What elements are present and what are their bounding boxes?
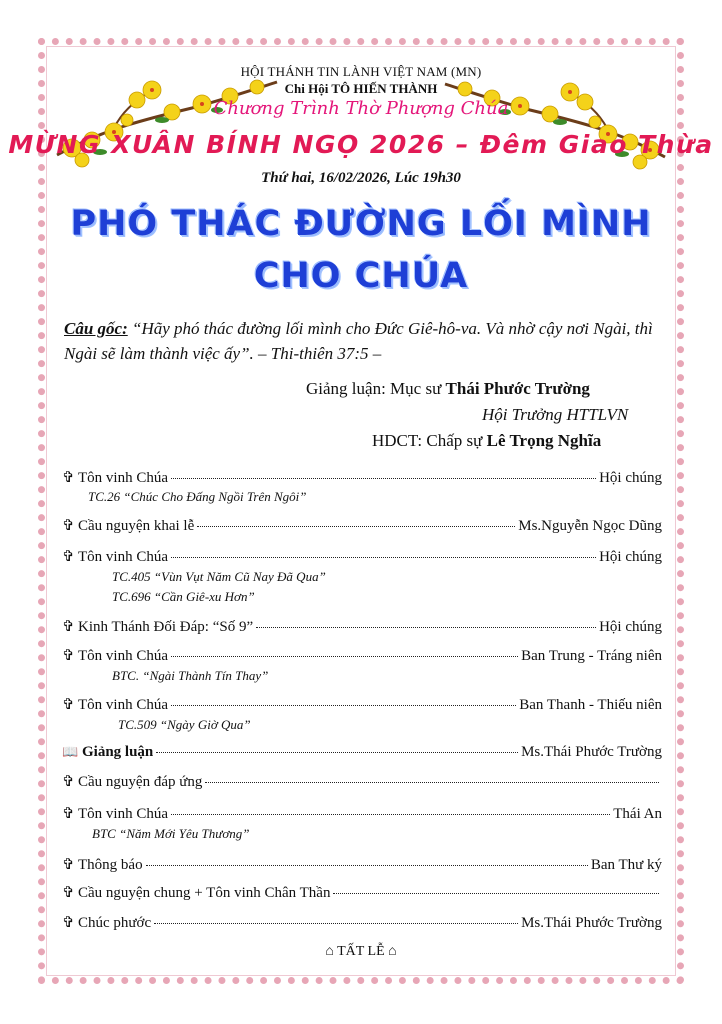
program-item (62, 646, 662, 665)
speaker-name: Thái Phước Trường (445, 379, 590, 398)
program-item-title: Tôn vinh Chúa (78, 697, 168, 713)
program-item-person: Ban Trung - Tráng niên (521, 648, 662, 664)
sermon-title-line1: PHÓ THÁC ĐƯỜNG LỐI MÌNH (70, 204, 652, 244)
key-verse-text: “Hãy phó thác đường lối mình cho Đức Giê-hô-va. Và nhờ cậy nơi Ngài, thì Ngài sẽ làm thành việc ấy”. – Thi-thiên 37:5 – (64, 319, 653, 363)
program-item (62, 617, 662, 636)
dotted-leader (171, 705, 516, 706)
program-item-title: Tôn vinh Chúa (78, 549, 168, 565)
branch-name: Chi Hội TÔ HIẾN THÀNH (284, 81, 438, 96)
program-item (62, 804, 662, 823)
program-item (62, 772, 662, 791)
program-item-title: Cầu nguyện chung + Tôn vinh Chân Thần (78, 885, 331, 901)
program-item-person: Hội chúng (599, 470, 662, 486)
program-item-person: Ban Thanh - Thiếu niên (519, 697, 662, 713)
program-item-title: Giảng luận (82, 744, 154, 760)
cross-icon: ✞ (62, 619, 75, 635)
dotted-leader (197, 526, 515, 527)
program-item-title: Thông báo (78, 857, 143, 873)
dotted-leader (256, 627, 596, 628)
song-title: BTC “Năm Mới Yêu Thương” (92, 826, 250, 841)
program-item-person: Ms.Thái Phước Trường (521, 744, 662, 760)
program-item (62, 913, 662, 932)
program-item-title: Tôn vinh Chúa (78, 470, 168, 486)
speaker-line (306, 379, 590, 399)
program-item (62, 855, 662, 874)
cross-icon: ✞ (62, 857, 75, 873)
program-item-title: Cầu nguyện khai lễ (78, 518, 195, 534)
closing-line (0, 944, 722, 960)
program-item (62, 468, 662, 487)
event-date: Thứ hai, 16/02/2026, Lúc 19h30 (261, 170, 461, 186)
cross-icon: ✞ (62, 648, 75, 664)
book-icon: 📖 (62, 744, 79, 759)
song-title: BTC. “Ngài Thành Tín Thay” (112, 668, 269, 683)
key-verse (64, 316, 664, 366)
song-title: TC.26 “Chúc Cho Đấng Ngồi Trên Ngôi” (88, 489, 307, 504)
program-item-title: Kinh Thánh Đối Đáp: “Số 9” (78, 619, 254, 635)
dotted-leader (333, 893, 659, 894)
program-item-sermon (62, 744, 662, 761)
song-title: TC.509 “Ngày Giờ Qua” (118, 717, 251, 732)
program-item (62, 883, 662, 902)
program-item-title: Cầu nguyện đáp ứng (78, 774, 203, 790)
cross-icon: ✞ (62, 774, 75, 790)
program-item-person: Ms.Thái Phước Trường (521, 915, 662, 931)
speaker-prefix: Giảng luận: Mục sư (306, 379, 446, 398)
program-item (62, 547, 662, 566)
program-item-person: Hội chúng (599, 619, 662, 635)
program-item-person: Ms.Nguyễn Ngọc Dũng (518, 518, 662, 534)
dotted-leader (171, 814, 610, 815)
event-heading: MỪNG XUÂN BÍNH NGỌ 2026 – Đêm Giao Thừa (8, 130, 714, 159)
church-name: HỘI THÁNH TIN LÀNH VIỆT NAM (MN) (240, 64, 482, 79)
sermon-title-line2: CHO CHÚA (253, 256, 469, 296)
cross-icon: ✞ (62, 806, 75, 822)
program-item-person: Hội chúng (599, 549, 662, 565)
program-item-title: Tôn vinh Chúa (78, 648, 168, 664)
speaker-role: Hội Trưởng HTTLVN (482, 405, 629, 424)
program-heading: Chương Trình Thờ Phượng Chúa (213, 98, 509, 119)
dotted-leader (171, 478, 596, 479)
host-line (372, 431, 601, 451)
dotted-leader (146, 865, 588, 866)
program-item-person: Ban Thư ký (590, 857, 662, 873)
cross-icon: ✞ (62, 518, 75, 534)
ornament-right-icon: ⌂ (388, 944, 397, 959)
key-verse-label: Câu gốc: (64, 319, 128, 338)
dotted-leader (171, 557, 596, 558)
cross-icon: ✞ (62, 697, 75, 713)
dotted-leader (154, 923, 518, 924)
program-item (62, 516, 662, 535)
cross-icon: ✞ (62, 549, 75, 565)
program-item-person: Thái An (613, 806, 662, 822)
cross-icon: ✞ (62, 915, 75, 931)
host-prefix: HDCT: Chấp sự (372, 431, 487, 450)
cross-icon: ✞ (62, 885, 75, 901)
host-name: Lê Trọng Nghĩa (486, 431, 602, 450)
ornament-left-icon: ⌂ (325, 944, 334, 959)
program-item-title: Chúc phước (78, 915, 152, 931)
closing-text: TẤT LỄ (337, 944, 385, 959)
program-item-title: Tôn vinh Chúa (78, 806, 168, 822)
program-item (62, 695, 662, 714)
cross-icon: ✞ (62, 470, 75, 486)
dotted-leader (205, 782, 659, 783)
dotted-leader (171, 656, 518, 657)
song-title: TC.405 “Vùn Vụt Năm Cũ Nay Đã Qua” (112, 569, 326, 584)
song-title: TC.696 “Cần Giê-xu Hơn” (112, 589, 255, 604)
dotted-leader (156, 752, 518, 753)
